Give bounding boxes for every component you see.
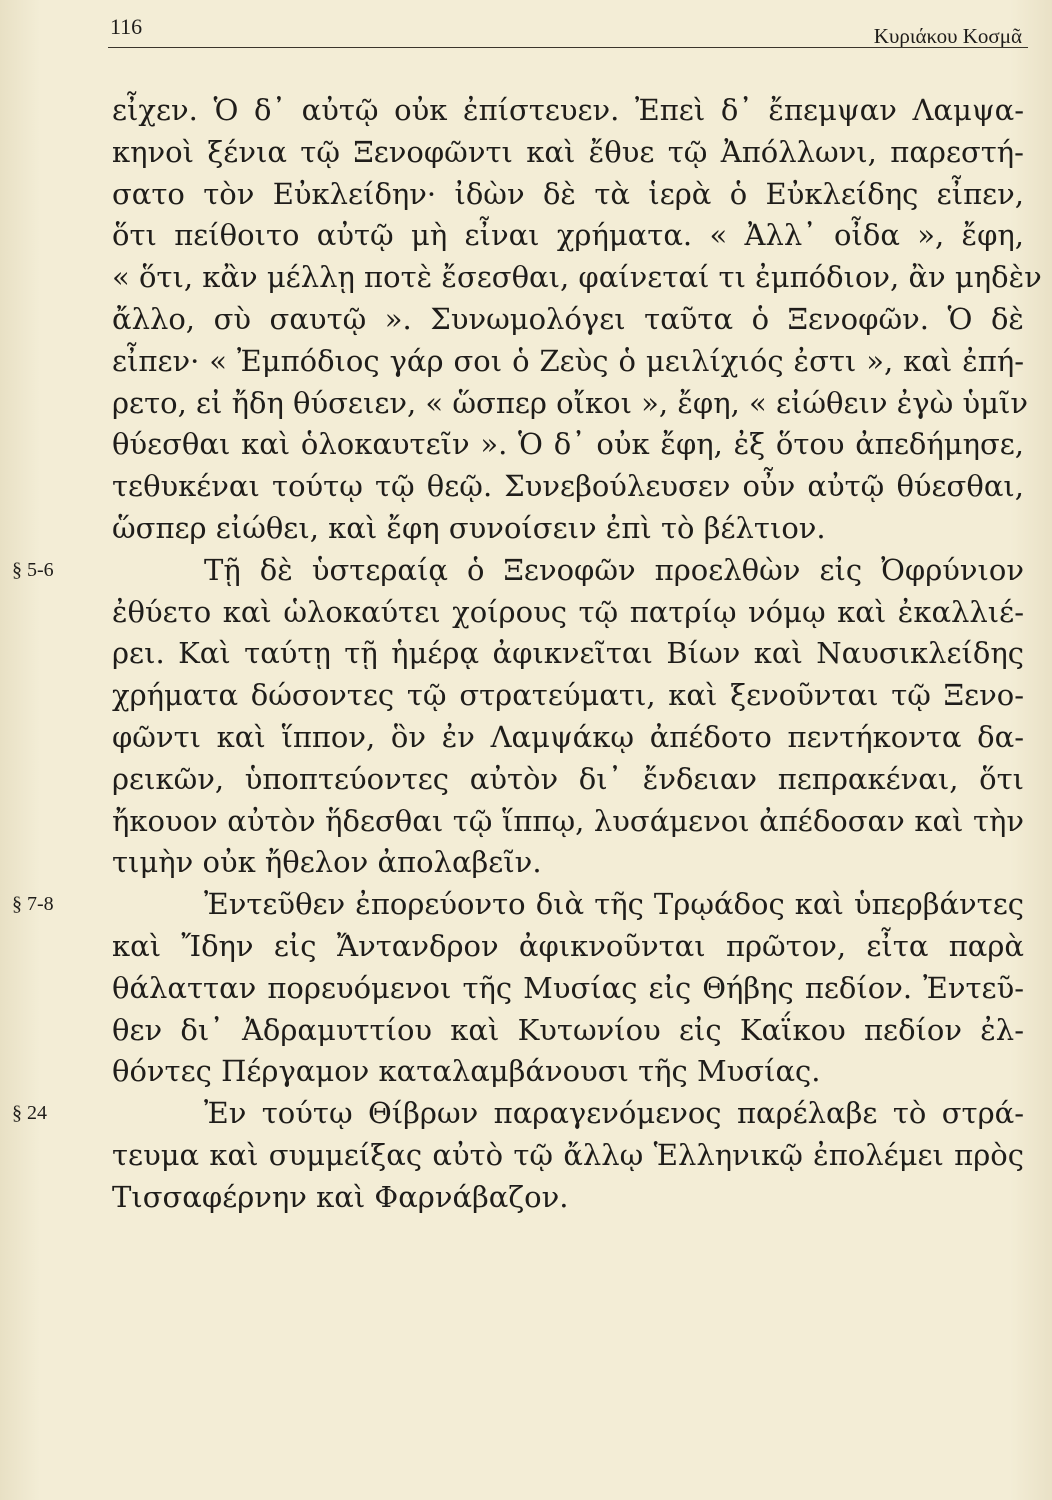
margin-note-7-8: § 7-8 [12, 893, 54, 916]
text-line: φῶντι καὶ ἵππον, ὃν ἐν Λαμψάκῳ ἀπέδοτο πεντήκοντα δα- [112, 719, 1024, 754]
text-line: θύεσθαι καὶ ὁλοκαυτεῖν ». Ὁ δ᾽ οὐκ ἔφη, ἐξ ὅτου ἀπεδήμησε, [112, 427, 1024, 462]
text-line: ρει. Καὶ ταύτῃ τῇ ἡμέρᾳ ἀφικνεῖται Βίων καὶ Ναυσικλείδης [112, 636, 1024, 671]
text-line: ρεικῶν, ὑποπτεύοντες αὐτὸν δι᾽ ἔνδειαν πεπρακέναι, ὅτι [112, 761, 1024, 796]
text-line: ἐθύετο καὶ ὡλοκαύτει χοίρους τῷ πατρίῳ νόμῳ καὶ ἐκαλλιέ- [112, 594, 1024, 629]
text-line-first [12, 1093, 1024, 1135]
text-line: σατο τὸν Εὐκλείδην· ἰδὼν δὲ τὰ ἱερὰ ὁ Εὐκλείδης εἶπεν, [112, 176, 1024, 211]
text-line: « ὅτι, κἂν μέλλῃ ποτὲ ἔσεσθαι, φαίνεταί τι ἐμπόδιον, ἂν μηδὲν [112, 260, 1042, 295]
paragraph-3 [12, 884, 1024, 1093]
text-line-first [12, 884, 1024, 926]
text-line: ὥσπερ εἰώθει, καὶ ἔφη συνοίσειν ἐπὶ τὸ βέλτιον. [112, 510, 826, 545]
text-line-content: Τῇ δὲ ὑστεραίᾳ ὁ Ξενοφῶν προελθὼν εἰς Ὀφρύνιον [204, 552, 1024, 587]
text-line: ρετο, εἰ ἤδη θύσειεν, « ὥσπερ οἴκοι », ἔφη, « εἰώθειν ἐγὼ ὑμῖν [112, 385, 1028, 420]
text-line-content: Ἐν τούτῳ Θίβρων παραγενόμενος παρέλαβε τὸ στρά- [204, 1096, 1024, 1131]
text-line: ὅτι πείθοιτο αὐτῷ μὴ εἶναι χρήματα. « Ἀλλ᾽ οἶδα », ἔφη, [112, 218, 1024, 253]
text-line: θάλατταν πορευόμενοι τῆς Μυσίας εἰς Θήβης πεδίον. Ἐντεῦ- [112, 970, 1024, 1005]
text-line: ἄλλο, σὺ σαυτῷ ». Συνωμολόγει ταῦτα ὁ Ξενοφῶν. Ὁ δὲ [112, 301, 1024, 336]
text-line-first [12, 550, 1024, 592]
margin-note-5-6: § 5-6 [12, 558, 54, 581]
text-line: εἶπεν· « Ἐμπόδιος γάρ σοι ὁ Ζεὺς ὁ μειλίχιός ἐστι », καὶ ἐπή- [112, 343, 1024, 378]
main-text [12, 90, 1042, 1219]
text-line: τευμα καὶ συμμείξας αὐτὸ τῷ ἄλλῳ Ἑλληνικῷ ἐπολέμει πρὸς [112, 1137, 1024, 1172]
text-line: Τισσαφέρνην καὶ Φαρνάβαζον. [112, 1179, 569, 1214]
running-head: Κυριάκου Κοσμᾶ [873, 24, 1022, 48]
paragraph-1 [112, 90, 1042, 550]
text-line: χρήματα δώσοντες τῷ στρατεύματι, καὶ ξενοῦνται τῷ Ξενο- [112, 678, 1024, 713]
text-line: τιμὴν οὐκ ἤθελον ἀπολαβεῖν. [112, 845, 542, 880]
text-line: θεν δι᾽ Ἀδραμυττίου καὶ Κυτωνίου εἰς Καΐκου πεδίον ἐλ- [112, 1012, 1024, 1047]
text-line: καὶ Ἴδην εἰς Ἄντανδρον ἀφικνοῦνται πρῶτον, εἶτα παρὰ [112, 928, 1024, 963]
margin-note-24: § 24 [12, 1102, 47, 1125]
text-line: εἶχεν. Ὁ δ᾽ αὐτῷ οὐκ ἐπίστευεν. Ἐπεὶ δ᾽ ἔπεμψαν Λαμψα- [112, 93, 1024, 127]
text-line-content: Ἐντεῦθεν ἐπορεύοντο διὰ τῆς Τρῳάδος καὶ ὑπερβάντες [204, 887, 1024, 922]
text-line: θόντες Πέργαμον καταλαμβάνουσι τῆς Μυσίας. [112, 1054, 821, 1089]
header-rule [108, 47, 1028, 48]
text-line: κηνοὶ ξένια τῷ Ξενοφῶντι καὶ ἔθυε τῷ Ἀπόλλωνι, παρεστή- [112, 134, 1024, 169]
text-line: τεθυκέναι τούτῳ τῷ θεῷ. Συνεβούλευσεν οὖν αὐτῷ θύεσθαι, [112, 469, 1024, 504]
paragraph-2 [12, 550, 1024, 884]
paragraph-4 [12, 1093, 1024, 1218]
text-line: ἤκουον αὐτὸν ἥδεσθαι τῷ ἵππῳ, λυσάμενοι ἀπέδοσαν καὶ τὴν [112, 803, 1024, 838]
page-number: 116 [110, 14, 143, 39]
